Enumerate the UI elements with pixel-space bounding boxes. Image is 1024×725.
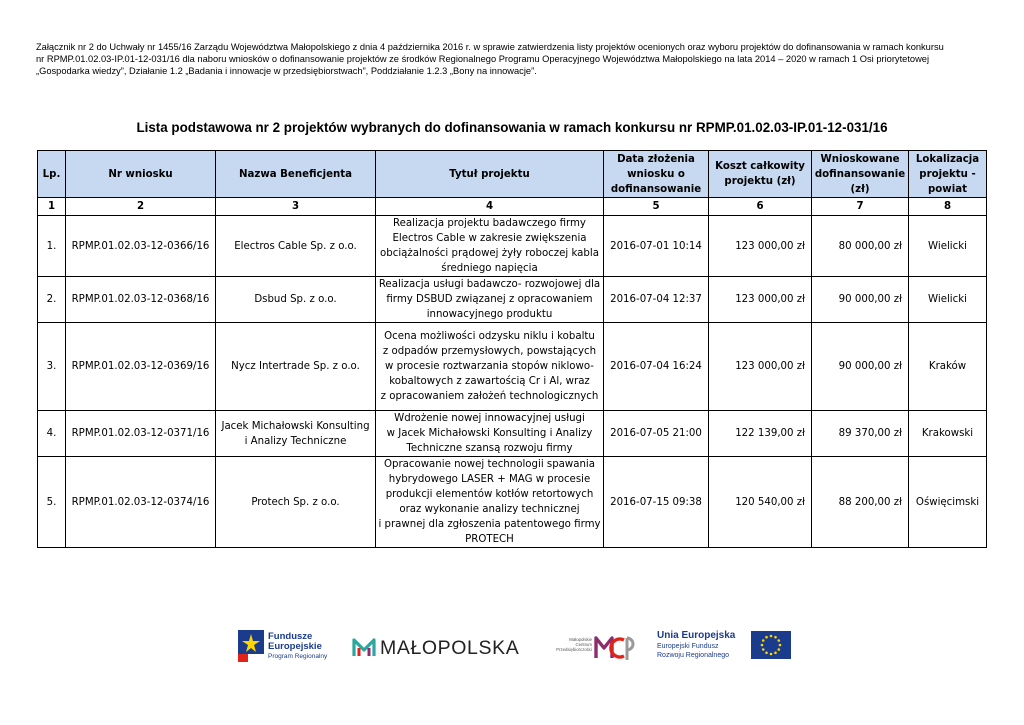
project-title-line: i prawnej dla zgłoszenia patentowego firmy [378, 519, 601, 530]
document-title: Lista podstawowa nr 2 projektów wybranych do dofinansowania w ramach konkursu nr RPMP.01.02.03-IP.01-12-031/16 [136, 120, 888, 135]
column-header-line: powiat [928, 183, 967, 195]
beneficiary-line: Dsbud Sp. z o.o. [254, 294, 337, 305]
requested-funding: 89 370,00 zł [812, 411, 909, 457]
project-title-line: Electros Cable w zakresie zwiększenia [392, 233, 587, 244]
column-number: 5 [604, 198, 709, 216]
submission-date: 2016-07-04 16:24 [604, 323, 709, 411]
project-title-line: z odpadów przemysłowych, powstających [382, 346, 597, 357]
eu-star [779, 644, 782, 647]
unia-line: Europejski Fundusz [657, 643, 719, 650]
requested-funding: 90 000,00 zł [812, 323, 909, 411]
project-title [376, 457, 604, 548]
column-header-line: Koszt całkowity [715, 161, 805, 172]
project-title [376, 216, 604, 277]
column-header [66, 151, 216, 198]
project-title-line: produkcji elementów kotłów retortowych [385, 489, 594, 500]
column-header-line: Lp. [42, 168, 61, 180]
requested-funding: 88 200,00 zł [812, 457, 909, 548]
project-title-line: w Jacek Michałowski Konsulting i Analizy [386, 428, 593, 439]
project-title [376, 323, 604, 411]
project-title-line: firmy DSBUD związanej z opracowaniem [386, 294, 593, 305]
row-number: 4. [38, 411, 66, 457]
table-row [38, 277, 987, 323]
submission-date: 2016-07-01 10:14 [604, 216, 709, 277]
project-title [376, 277, 604, 323]
fundusze-line: Program Regionalny [268, 653, 328, 660]
column-header-line: Wnioskowane [820, 153, 900, 165]
column-header-line: Nr wniosku [108, 168, 173, 180]
application-number: RPMP.01.02.03-12-0368/16 [66, 277, 216, 323]
column-number: 7 [812, 198, 909, 216]
malopolska-text: MAŁOPOLSKA [380, 637, 520, 659]
column-header-line: Lokalizacja [915, 153, 980, 165]
project-title [376, 411, 604, 457]
fundusze-europejskie-text [268, 632, 327, 662]
beneficiary-name [216, 216, 376, 277]
mcp-line: Centrum [575, 642, 592, 647]
project-title-line: oraz wykonanie analizy technicznej [399, 504, 580, 515]
column-header [38, 151, 66, 198]
eu-star [774, 636, 777, 639]
total-cost: 123 000,00 zł [709, 216, 812, 277]
beneficiary-line: Jacek Michałowski Konsulting [221, 420, 370, 432]
footer-logos [0, 624, 1024, 674]
table-row [38, 323, 987, 411]
location-county: Wielicki [909, 216, 987, 277]
requested-funding: 90 000,00 zł [812, 277, 909, 323]
application-number: RPMP.01.02.03-12-0371/16 [66, 411, 216, 457]
row-number: 3. [38, 323, 66, 411]
eu-star [770, 635, 773, 638]
column-header-line: Tytuł projektu [449, 168, 530, 180]
submission-date: 2016-07-05 21:00 [604, 411, 709, 457]
mcp-logo [546, 624, 640, 668]
column-number-row [38, 198, 987, 216]
column-number: 2 [66, 198, 216, 216]
table-row [38, 457, 987, 548]
location-county: Kraków [909, 323, 987, 411]
fundusze-line: Fundusze [268, 631, 313, 642]
eu-star [777, 639, 780, 642]
table-header-row [38, 151, 987, 198]
table-body [38, 216, 987, 548]
eu-star [770, 653, 773, 656]
column-number: 8 [909, 198, 987, 216]
project-title-line: z opracowaniem założeń technologicznych [380, 391, 599, 402]
column-header-line: projektu - [919, 168, 976, 180]
eu-star [761, 644, 764, 647]
eu-star [762, 648, 765, 651]
eu-star [765, 636, 768, 639]
project-title-line: PROTECH [465, 534, 514, 545]
beneficiary-name [216, 457, 376, 548]
project-title-line: hybrydowego LASER + MAG w procesie [388, 474, 591, 485]
eu-star [774, 651, 777, 654]
project-title-line: Techniczne szansą rozwoju firmy [406, 443, 573, 454]
mcp-icon [594, 632, 636, 662]
attachment-note-line: nr RPMP.01.02.03-IP.01-12-031/16 dla naboru wniosków o dofinansowanie projektów ze środków Regionalnego Programu Operacyjnego Województwa Małopolskiego na lata 2014 – 2020 w ramach 1 Osi priorytetowej [36, 54, 930, 64]
attachment-note-line: „Gospodarka wiedzy”, Działanie 1.2 „Badania i innowacje w przedsiębiorstwach”, Poddziałanie 1.2.3 „Bony na innowacje”. [36, 66, 537, 76]
total-cost: 120 540,00 zł [709, 457, 812, 548]
row-number: 1. [38, 216, 66, 277]
total-cost: 123 000,00 zł [709, 323, 812, 411]
mcp-text [548, 637, 592, 652]
unia-europejska-logo [657, 624, 787, 668]
unia-line: Rozwoju Regionalnego [657, 652, 729, 659]
fundusze-europejskie-icon [238, 630, 264, 662]
project-title-line: kobaltowych z zawartością Cr i Al, wraz [389, 376, 590, 387]
beneficiary-line: Nycz Intertrade Sp. z o.o. [231, 361, 360, 372]
column-header [376, 151, 604, 198]
unia-line: Unia Europejska [657, 630, 736, 641]
row-number: 2. [38, 277, 66, 323]
project-title-line: obciążalności prądowej żyły roboczej kabla [380, 248, 599, 259]
eu-flag-icon [751, 631, 791, 659]
submission-date: 2016-07-15 09:38 [604, 457, 709, 548]
project-title-line: Realizacja usługi badawczo- rozwojowej dla [378, 279, 601, 290]
application-number: RPMP.01.02.03-12-0369/16 [66, 323, 216, 411]
fundusze-europejskie-logo [238, 624, 338, 668]
projects-table [37, 150, 987, 548]
column-header-line: Data złożenia [617, 153, 695, 165]
column-header [812, 151, 909, 198]
total-cost: 123 000,00 zł [709, 277, 812, 323]
column-header-line: Nazwa Beneficjenta [239, 168, 352, 180]
submission-date: 2016-07-04 12:37 [604, 277, 709, 323]
table-row [38, 216, 987, 277]
project-title-line: innowacyjnego produktu [426, 309, 553, 320]
eu-star [762, 639, 765, 642]
column-header-line: dofinansowanie [814, 168, 906, 180]
column-header [909, 151, 987, 198]
column-header-line: projektu (zł) [724, 176, 796, 187]
column-header [216, 151, 376, 198]
column-header-line: (zł) [850, 183, 870, 195]
total-cost: 122 139,00 zł [709, 411, 812, 457]
beneficiary-line: i Analizy Techniczne [244, 435, 347, 447]
beneficiary-name [216, 411, 376, 457]
column-number: 4 [376, 198, 604, 216]
row-number: 5. [38, 457, 66, 548]
column-number: 6 [709, 198, 812, 216]
project-title-line: średniego napięcia [441, 263, 538, 274]
column-number: 1 [38, 198, 66, 216]
table-row [38, 411, 987, 457]
malopolska-logo [352, 624, 528, 668]
application-number: RPMP.01.02.03-12-0374/16 [66, 457, 216, 548]
application-number: RPMP.01.02.03-12-0366/16 [66, 216, 216, 277]
column-header-line: dofinansowanie [610, 183, 702, 195]
eu-star [777, 648, 780, 651]
column-header [604, 151, 709, 198]
eu-star [765, 651, 768, 654]
attachment-note-line: Załącznik nr 2 do Uchwały nr 1455/16 Zarządu Województwa Małopolskiego z dnia 4 października 2016 r. w sprawie zatwierdzenia listy projektów ocenionych oraz wyboru projektów do dofinansowania w ramach konkursu [36, 42, 944, 52]
project-title-line: Realizacja projektu badawczego firmy [393, 218, 586, 229]
location-county: Krakowski [909, 411, 987, 457]
fundusze-line: Europejskie [268, 641, 322, 652]
location-county: Oświęcimski [909, 457, 987, 548]
beneficiary-line: Protech Sp. z o.o. [251, 496, 340, 508]
attachment-note [36, 41, 996, 77]
column-header [709, 151, 812, 198]
column-header-line: wniosku o [627, 168, 685, 180]
project-title-line: Ocena możliwości odzysku niklu i kobaltu [384, 331, 595, 342]
beneficiary-name [216, 323, 376, 411]
mcp-line: Małopolskie [569, 637, 592, 642]
project-title-line: w procesie roztwarzania stopów niklowo- [385, 361, 594, 372]
malopolska-icon [352, 636, 376, 658]
beneficiary-line: Electros Cable Sp. z o.o. [234, 240, 357, 252]
project-title-line: Wdrożenie nowej innowacyjnej usługi [394, 413, 585, 424]
column-number: 3 [216, 198, 376, 216]
mcp-line: Przedsiębiorczości [556, 647, 592, 652]
location-county: Wielicki [909, 277, 987, 323]
requested-funding: 80 000,00 zł [812, 216, 909, 277]
beneficiary-name [216, 277, 376, 323]
project-title-line: Opracowanie nowej technologii spawania [383, 459, 596, 470]
unia-europejska-text [657, 630, 735, 660]
